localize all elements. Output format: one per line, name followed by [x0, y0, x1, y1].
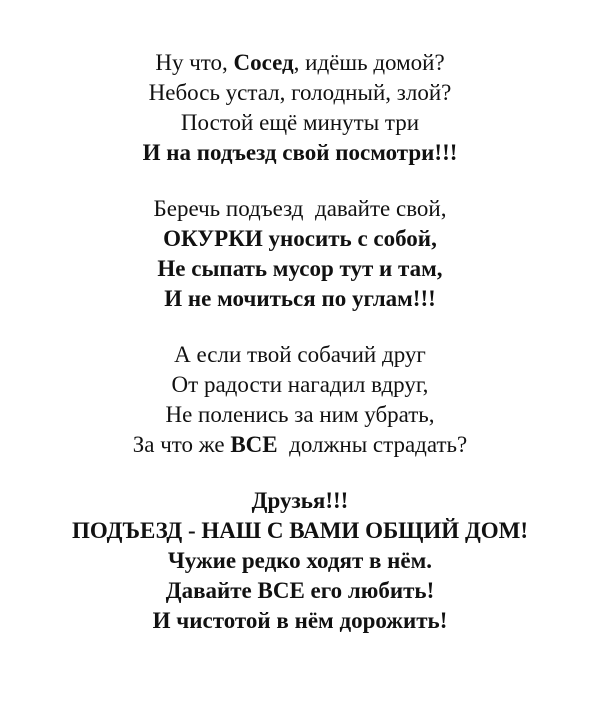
poem — [0, 48, 600, 636]
stanza-3-line-4-part-1: За что же — [132, 432, 231, 457]
stanza-3-line-4-part-3: должны страдать? — [277, 432, 468, 457]
stanza-1-line-4: И на подъезд свой посмотри!!! — [142, 140, 458, 165]
stanza-3-line-3: Не поленись за ним убрать, — [165, 402, 435, 427]
stanza-3-line-2: От радости нагадил вдруг, — [171, 372, 429, 397]
stanza-3 — [0, 340, 600, 460]
stanza-1-line-1-part-1: Ну что, — [155, 50, 234, 75]
stanza-1-line-1-sosed: Сосед — [233, 50, 294, 75]
stanza-1 — [0, 48, 600, 168]
stanza-2-line-3: Не сыпать мусор тут и там, — [157, 256, 443, 281]
stanza-2-line-2: ОКУРКИ уносить с собой, — [163, 226, 437, 251]
stanza-4-line-4: Давайте ВСЕ его любить! — [165, 578, 435, 603]
stanza-4-line-2: ПОДЪЕЗД - НАШ С ВАМИ ОБЩИЙ ДОМ! — [71, 518, 529, 543]
stanza-4-line-3: Чужие редко ходят в нём. — [167, 548, 433, 573]
stanza-1-line-3: Постой ещё минуты три — [180, 110, 420, 135]
stanza-3-line-4-vse: ВСЕ — [230, 432, 278, 457]
stanza-3-line-1: А если твой собачий друг — [174, 342, 426, 367]
stanza-4-line-5: И чистотой в нём дорожить! — [152, 608, 448, 633]
stanza-4-line-1: Друзья!!! — [251, 488, 349, 513]
stanza-2 — [0, 194, 600, 314]
stanza-1-line-1 — [0, 48, 600, 78]
stanza-2-line-4: И не мочиться по углам!!! — [164, 286, 436, 311]
stanza-2-line-1: Беречь подъезд давайте свой, — [153, 196, 447, 221]
stanza-1-line-2: Небось устал, голодный, злой? — [148, 80, 452, 105]
stanza-4 — [0, 486, 600, 636]
stanza-1-line-1-part-3: , идёшь домой? — [293, 50, 445, 75]
stanza-3-line-4 — [0, 430, 600, 460]
